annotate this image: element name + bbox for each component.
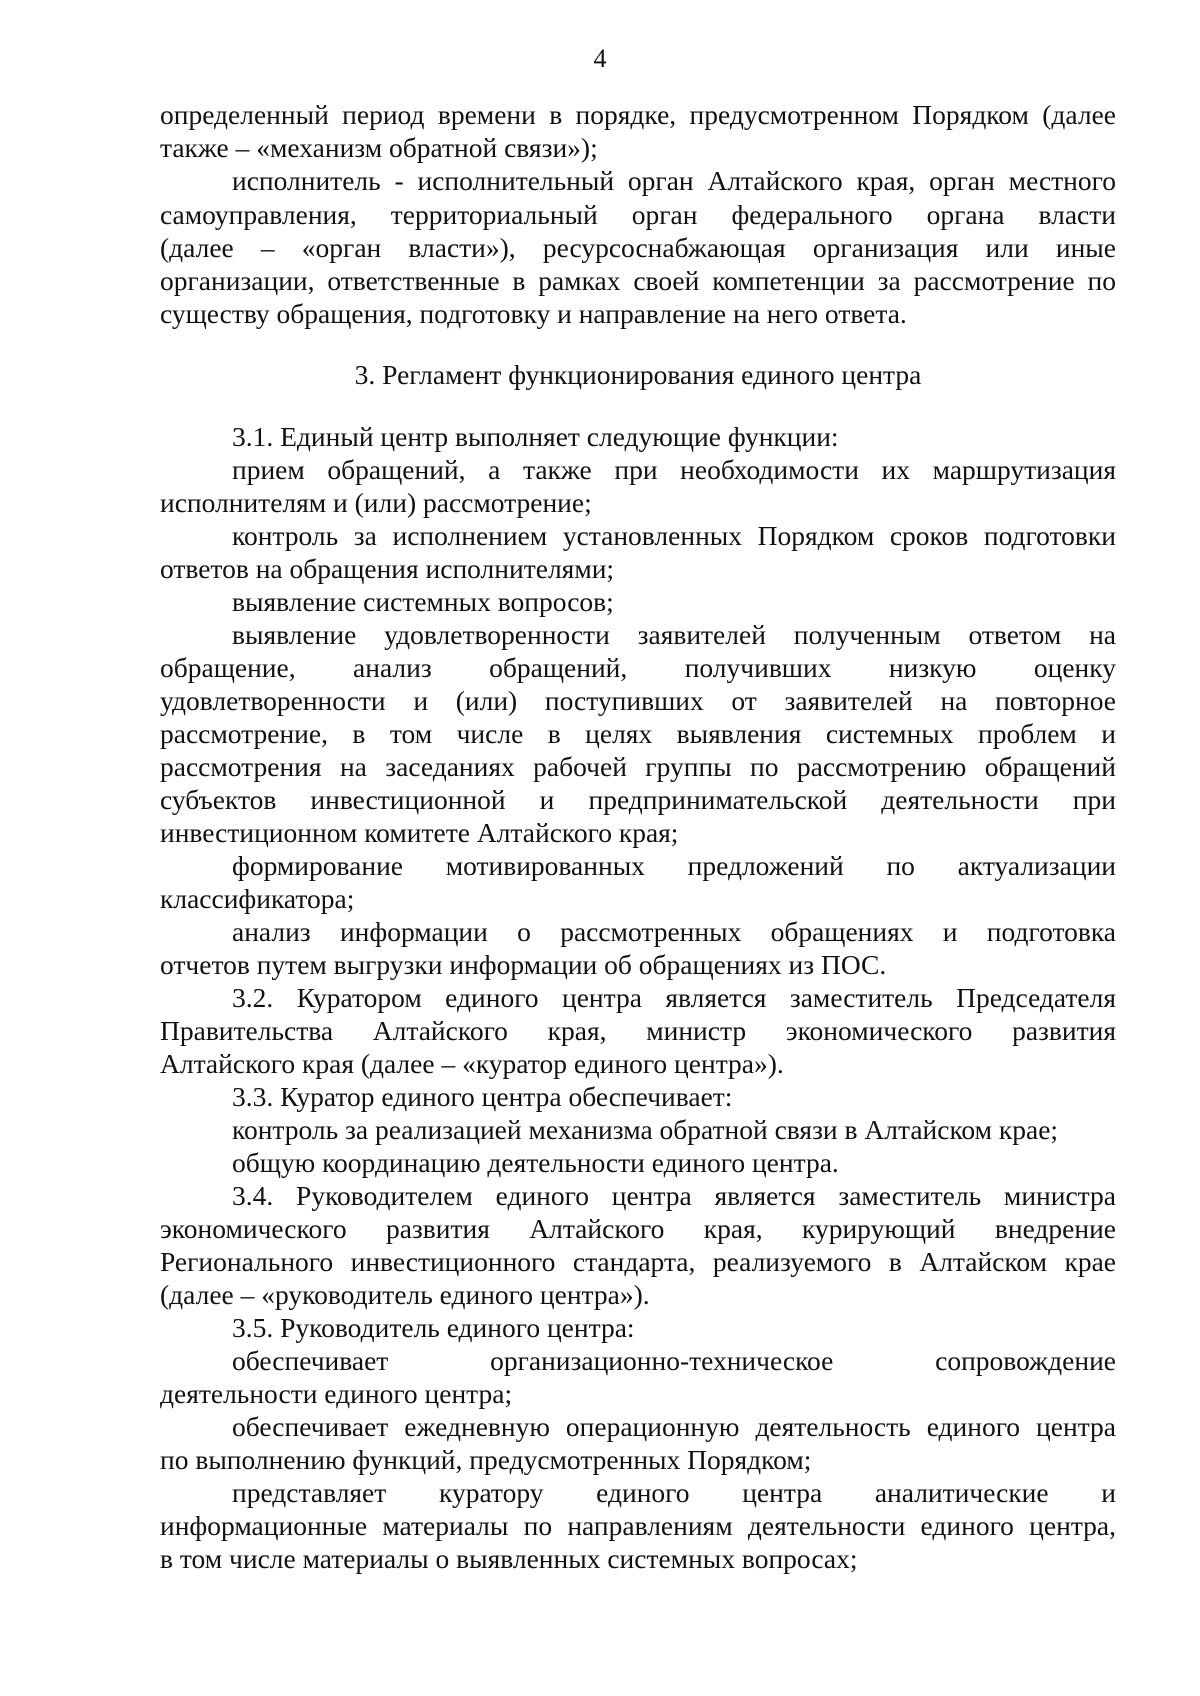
text-line: также – «механизм обратной связи»); — [160, 132, 598, 163]
text-line: рассмотрения на заседаниях рабочей группы по рассмотрению обращений — [160, 751, 1116, 782]
text-line: отчетов путем выгрузки информации об обращениях из ПОС. — [160, 949, 887, 980]
text-line: классификатора; — [160, 883, 355, 914]
text-line: представляет куратору единого центра аналитические и — [232, 1477, 1116, 1508]
text-line: информационные материалы по направлениям деятельности единого центра, — [160, 1510, 1116, 1541]
text-line: (далее – «руководитель единого центра»). — [160, 1279, 650, 1310]
text-line: 3.5. Руководитель единого центра: — [232, 1312, 635, 1343]
text-line: организации, ответственные в рамках своей компетенции за рассмотрение по — [160, 265, 1116, 296]
text-line: рассмотрение, в том числе в целях выявления системных проблем и — [160, 718, 1116, 749]
text-line: прием обращений, а также при необходимости их маршрутизация — [232, 454, 1116, 485]
text-line: Правительства Алтайского края, министр экономического развития — [160, 1015, 1116, 1046]
text-line: удовлетворенности и (или) поступивших от заявителей на повторное — [160, 685, 1116, 716]
text-line: 3.2. Куратором единого центра является заместитель Председателя — [232, 982, 1116, 1013]
text-line: самоуправления, территориальный орган федерального органа власти — [160, 199, 1116, 230]
text-line: в том числе материалы о выявленных системных вопросах; — [160, 1543, 858, 1574]
text-line: обеспечивает ежедневную операционную деятельность единого центра — [232, 1411, 1116, 1442]
text-line: общую координацию деятельности единого центра. — [232, 1147, 839, 1178]
text-line: субъектов инвестиционной и предпринимательской деятельности при — [160, 784, 1116, 815]
text-line: 3.1. Единый центр выполняет следующие функции: — [232, 421, 839, 452]
text-line: 3.4. Руководителем единого центра является заместитель министра — [232, 1180, 1116, 1211]
text-line: выявление удовлетворенности заявителей полученным ответом на — [232, 619, 1116, 650]
page-number: 4 — [593, 44, 607, 73]
text-line: Алтайского края (далее – «куратор единого центра»). — [160, 1048, 784, 1079]
text-line: 3.3. Куратор единого центра обеспечивает: — [232, 1081, 733, 1112]
text-line: ответов на обращения исполнителями; — [160, 553, 615, 584]
text-line: деятельности единого центра; — [160, 1378, 513, 1409]
text-line: формирование мотивированных предложений по актуализации — [232, 850, 1116, 881]
text-line: контроль за реализацией механизма обратной связи в Алтайском крае; — [232, 1114, 1059, 1145]
text-line: определенный период времени в порядке, предусмотренном Порядком (далее — [160, 99, 1116, 130]
text-line: исполнитель - исполнительный орган Алтайского края, орган местного — [232, 165, 1116, 196]
text-line: экономического развития Алтайского края, курирующий внедрение — [160, 1213, 1116, 1244]
text-line: обращение, анализ обращений, получивших низкую оценку — [160, 652, 1116, 683]
text-line: выявление системных вопросов; — [232, 586, 614, 617]
text-line: по выполнению функций, предусмотренных Порядком; — [160, 1444, 812, 1475]
text-line: обеспечивает организационно-техническое сопровождение — [232, 1345, 1116, 1376]
text-line: контроль за исполнением установленных Порядком сроков подготовки — [232, 520, 1116, 551]
text-line: Регионального инвестиционного стандарта, реализуемого в Алтайском крае — [160, 1246, 1116, 1277]
text-line: существу обращения, подготовку и направление на него ответа. — [160, 298, 907, 329]
text-line: (далее – «орган власти»), ресурсоснабжающая организация или иные — [160, 232, 1116, 263]
section-heading: 3. Регламент функционирования единого центра — [354, 359, 922, 390]
text-line: инвестиционном комитете Алтайского края; — [160, 817, 679, 848]
text-line: исполнителям и (или) рассмотрение; — [160, 487, 592, 518]
text-line: анализ информации о рассмотренных обращениях и подготовка — [232, 916, 1116, 947]
